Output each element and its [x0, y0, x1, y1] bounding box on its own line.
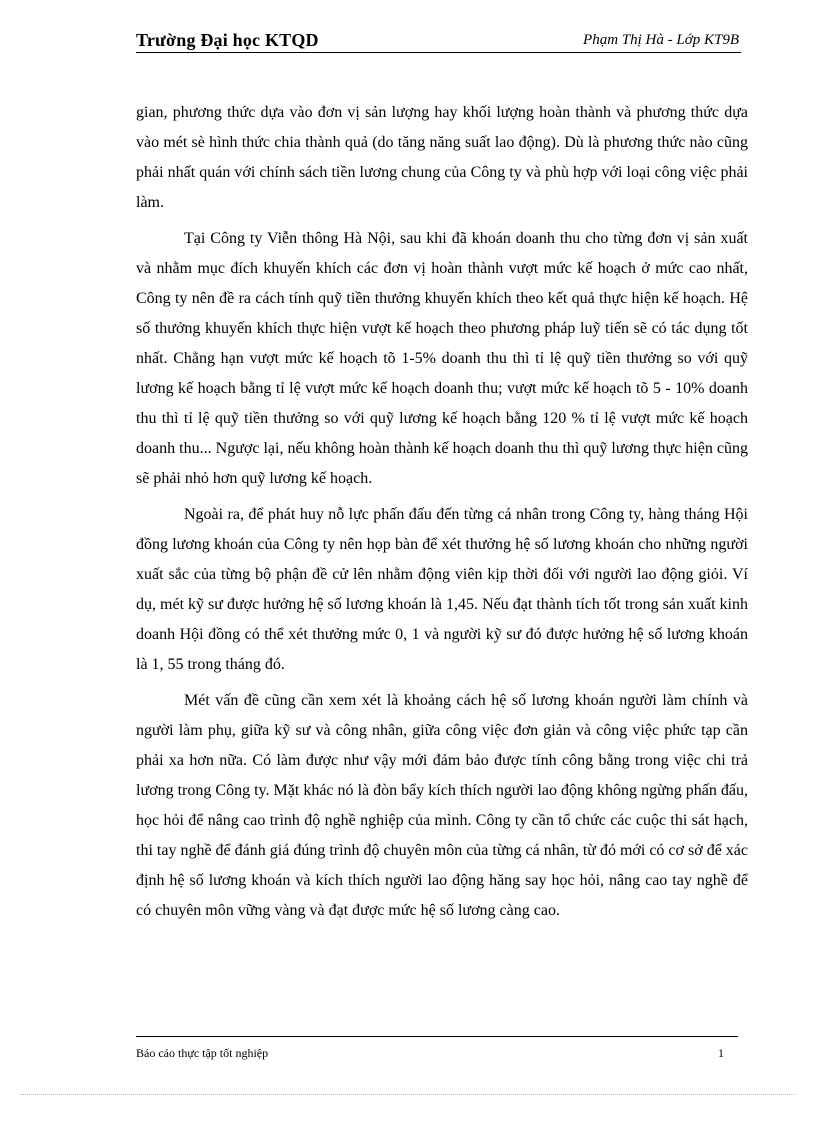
paragraph-coefficient-gap: Mét vấn đề cũng cần xem xét là khoảng cách hệ số lương khoán người làm chính và người làm phụ, giữa kỹ sư và công nhân, giữa công việc đơn giản và công việc phức tạp cần phải xa hơn nữa. Có làm được như vậy mới đảm bảo được tính công bằng trong việc chi trả lương trong Công ty. Mặt khác nó là đòn bẩy kích thích người lao động không ngừng phấn đấu, học hỏi để nâng cao trình độ nghề nghiệp của mình. Công ty cần tổ chức các cuộc thi sát hạch, thi tay nghề để đánh giá đúng trình độ chuyên môn của từng cá nhân, từ đó mới có cơ sở để xác định hệ số lương khoán và kích thích người lao động hăng say học hỏi, nâng cao tay nghề để có chuyên môn vững vàng và đạt được mức hệ số lương càng cao.: [136, 692, 748, 919]
footer-page-number: 1: [718, 1046, 724, 1060]
paragraph-continuation: gian, phương thức dựa vào đơn vị sản lượng hay khối lượng hoàn thành và phương thức dựa vào mét sè hình thức chia thành quả (do tăng năng suất lao động). Dù là phương thức nào cũng phải nhất quán với chính sách tiền lương chung của Công ty và phù hợp với loại công việc phải làm.: [136, 104, 748, 211]
header-school-name: Trường Đại học KTQD: [136, 30, 319, 50]
page-header: [136, 28, 741, 53]
document-body: [136, 98, 748, 926]
page-bottom-edge: [20, 1094, 796, 1095]
paragraph-bonus-fund: Tại Công ty Viễn thông Hà Nội, sau khi đã khoán doanh thu cho từng đơn vị sản xuất và nhằm mục đích khuyến khích các đơn vị hoàn thành vượt mức kế hoạch ở mức cao nhất, Công ty nên đề ra cách tính quỹ tiền thưởng khuyến khích theo kết quả thực hiện kế hoạch. Hệ số thưởng khuyến khích thực hiện vượt kế hoạch theo phương pháp luỹ tiến sẽ có tác dụng tốt nhất. Chẳng hạn vượt mức kế hoạch tõ 1-5% doanh thu thì tỉ lệ quỹ tiền thưởng so với quỹ lương kế hoạch bằng tỉ lệ vượt mức kế hoạch doanh thu; vượt mức kế hoạch tõ 5 - 10% doanh thu thì tỉ lệ quỹ tiền thưởng so với quỹ lương kế hoạch bằng 120 % tỉ lệ vượt mức kế hoạch doanh thu... Ngược lại, nếu không hoàn thành kế hoạch doanh thu thì quỹ lương thực hiện cũng sẽ phải nhỏ hơn quỹ lương kế hoạch.: [136, 230, 748, 487]
paragraph-individual-bonus: Ngoài ra, để phát huy nỗ lực phấn đấu đến từng cá nhân trong Công ty, hàng tháng Hội đồng lương khoán của Công ty nên họp bàn để xét thưởng hệ số lương khoán cho những người xuất sắc của từng bộ phận đề cử lên nhằm động viên kịp thời đối với người lao động giỏi. Ví dụ, mét kỹ sư được hưởng hệ số lương khoán là 1,45. Nếu đạt thành tích tốt trong sản xuất kinh doanh Hội đồng có thể xét thưởng mức 0, 1 và người kỹ sư đó được hưởng hệ số lương khoán là 1, 55 trong tháng đó.: [136, 506, 748, 673]
footer-report-title: Báo cáo thực tập tốt nghiệp: [136, 1046, 269, 1060]
header-author: Phạm Thị Hà - Lớp KT9B: [583, 32, 739, 48]
footer-divider: [136, 1036, 738, 1037]
